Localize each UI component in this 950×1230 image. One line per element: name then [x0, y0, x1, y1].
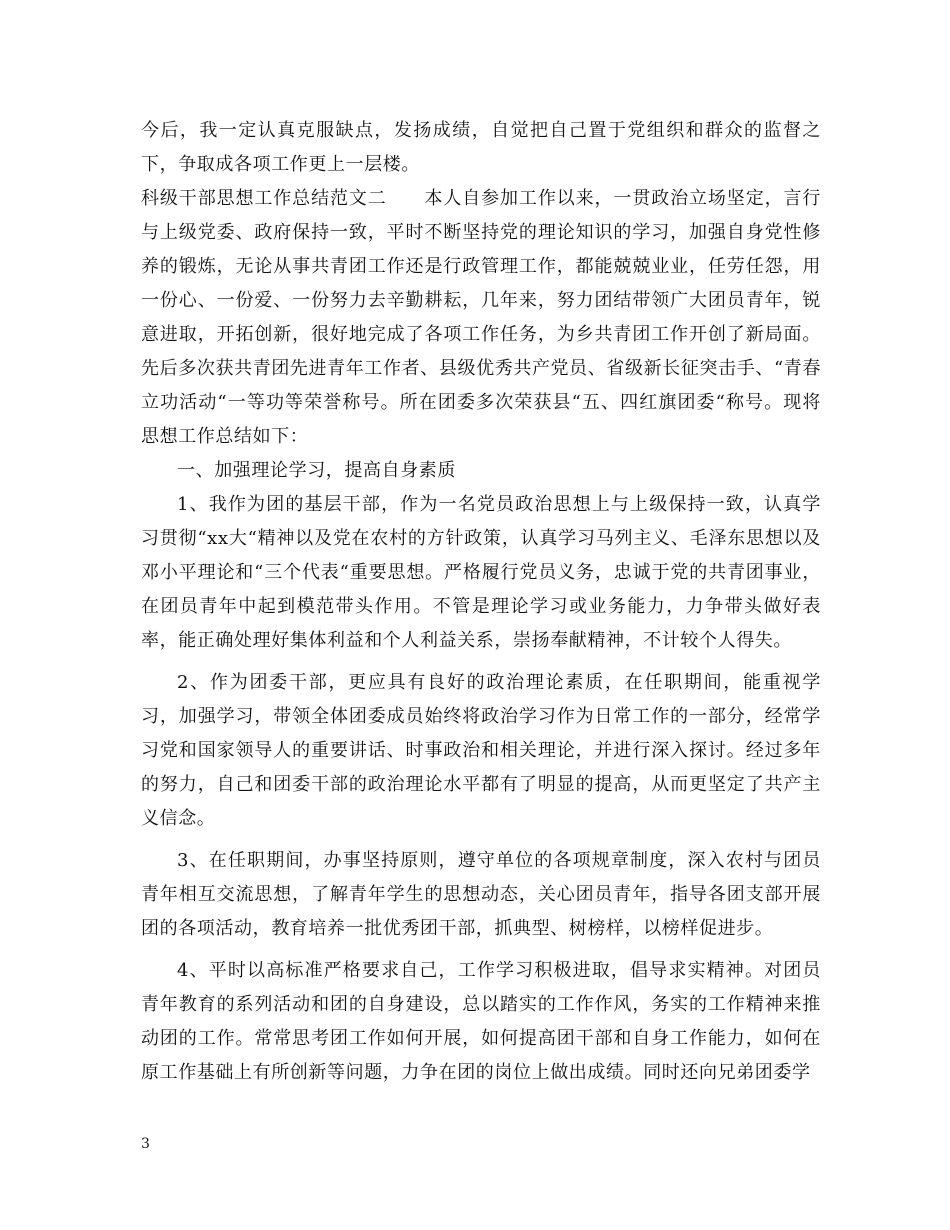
paragraph-item-4: 4、平时以高标准严格要求自己，工作学习积极进取，倡导求实精神。对团员青年教育的系列活动和团的自身建设，总以踏实的工作作风，务实的工作精神来推动团的工作。常常思考团工作如何开展，如何提高团干部和自身工作能力，如何在原工作基础上有所创新等问题，力争在团的岗位上做出成绩。同时还向兄弟团委学	[141, 960, 821, 1083]
paragraph-item-2: 2、作为团委干部，更应具有良好的政治理论素质，在任职期间，能重视学习，加强学习，带领全体团委成员始终将政治学习作为日常工作的一部分，经常学习党和国家领导人的重要讲话、时事政治和相关理论，并进行深入探讨。经过多年的努力，自己和团委干部的政治理论水平都有了明显的提高，从而更坚定了共产主义信念。	[141, 672, 821, 829]
section-heading-theory-study: 一、加强理论学习，提高自身素质	[177, 460, 456, 481]
paragraph-item-1: 1、我作为团的基层干部，作为一名党员政治思想上与上级保持一致，认真学习贯彻“xx大“精神以及党在农村的方针政策，认真学习马列主义、毛泽东思想以及邓小平理论和“三个代表“重要思想。严格履行党员义务，忠诚于党的共青团事业，在团员青年中起到模范带头作用。不管是理论学习或业务能力，力争带头做好表率，能正确处理好集体利益和个人利益关系，崇扬奉献精神，不计较个人得失。	[141, 494, 821, 651]
paragraph-closing-pledge: 今后，我一定认真克服缺点，发扬成绩，自觉把自己置于党组织和群众的监督之下，争取成各项工作更上一层楼。	[141, 120, 821, 175]
page-number: 3	[141, 1136, 150, 1152]
paragraph-item-3: 3、在任职期间，办事坚持原则，遵守单位的各项规章制度，深入农村与团员青年相互交流思想，了解青年学生的思想动态，关心团员青年，指导各团支部开展团的各项活动，教育培养一批优秀团干部，抓典型、树榜样，以榜样促进步。	[141, 850, 821, 939]
paragraph-sample-two-intro: 科级干部思想工作总结范文二 本人自参加工作以来，一贯政治立场坚定，言行与上级党委、政府保持一致，平时不断坚持党的理论知识的学习，加强自身党性修养的锻炼，无论从事共青团工作还是行政管理工作，都能兢兢业业，任劳任怨，用一份心、一份爱、一份努力去辛勤耕耘，几年来，努力团结带领广大团员青年，锐意进取，开拓创新，很好地完成了各项工作任务，为乡共青团工作开创了新局面。先后多次获共青团先进青年工作者、县级优秀共产党员、省级新长征突击手、“青春立功活动“一等功等荣誉称号。所在团委多次荣获县“五、四红旗团委“称号。现将思想工作总结如下：	[141, 188, 821, 447]
document-body	[141, 114, 821, 1090]
